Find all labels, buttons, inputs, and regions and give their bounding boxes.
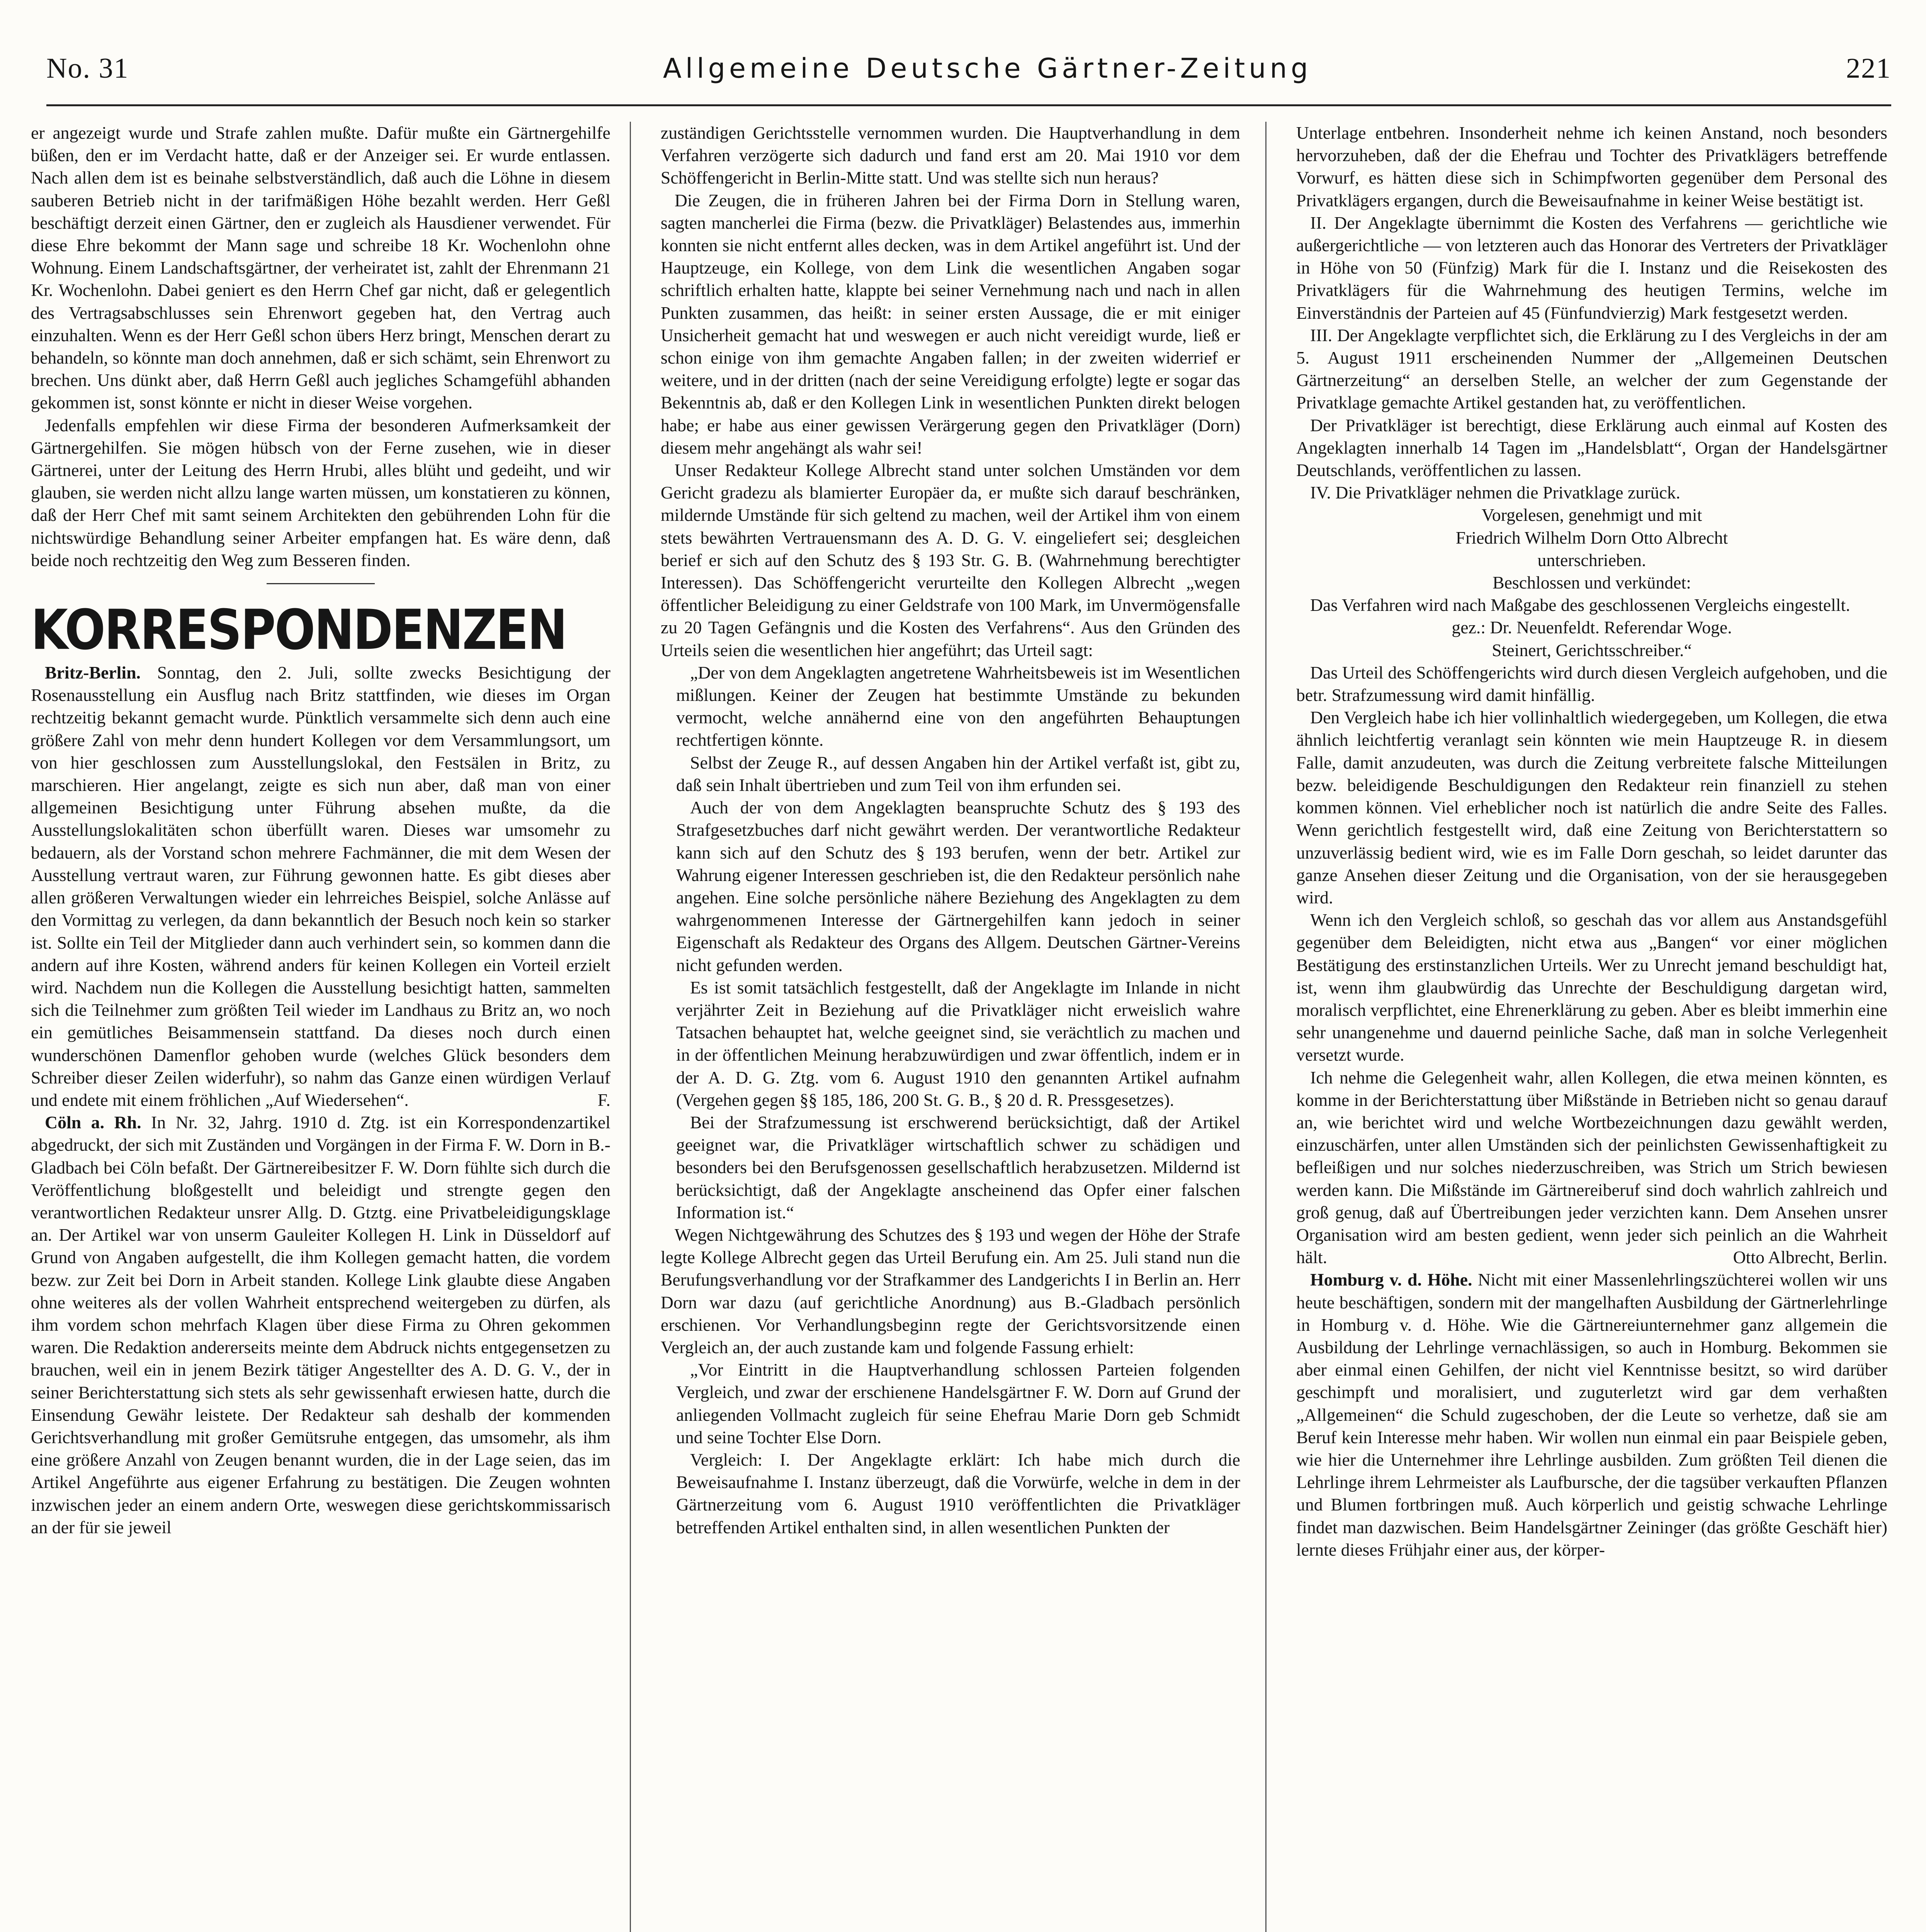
paragraph-text: Ich nehme die Gelegenheit wahr, allen Kollegen, die etwa meinen könnten, es komme in der Berichterstattung über Mißstände in Betrieben nicht so genau darauf an, wie berichtet wird und welche Wortbezeichnungen dazu gewählt werden, einzuschärfen, unter allen Umständen sich der peinlichsten Gewissenhaftigkeit zu befleißigen und nur solches niederzuschreiben, was Strich um Strich bewiesen werden kann. Die Mißstände im Gärtnereiberuf sind doch wahrlich zahlreich und groß genug, daß auf Übertreibungen jeder verzichten kann. Dem Ansehen unsrer Organisation wird am besten gedient, wenn jeder sich peinlich an die Wahrheit hält. [1296,1067,1887,1267]
page-header [46,52,1891,91]
quoted-paragraph: Auch der von dem Angeklagten beanspruchte Schutz des § 193 des Strafgesetzbuches darf nicht gewährt werden. Der verantwortliche Redakteur kann sich auf den Schutz des § 193 berufen, wenn der betr. Artikel zur Wahrung eigener Interessen geschrieben ist, die den Redakteur persönlich nahe angehen. Eine solche persönliche nähere Beziehung des Angeklagten zu dem wahrgenommenen Interesse der Gärtnergehilfen kann jedoch in seiner Eigenschaft als Redakteur des Organs des Allgem. Deutschen Gärtner-Vereins nicht gefunden werden. [676,798,1240,975]
signature-names: Friedrich Wilhelm Dorn Otto Albrecht [1455,527,1728,548]
paragraph: Den Vergleich habe ich hier vollinhaltlich wiedergegeben, um Kollegen, die etwa ähnlich leichtfertig veranlagt sein könnten wie mein Hauptzeuge R. in diesem Falle, damit anzudeuten, was durch die Zeitung verbreitete falsche Mitteilungen bezw. beleidigende Beschuldigungen den Redakteur rein finanziell zu stehen kommen können. Viel erheblicher noch ist natürlich die andre Seite des Falles. Wenn gerichtlich festgestellt wird, daß eine Zeitung von Berichterstattern so unzuverlässig bedient wird, wie es im Falle Dorn geschah, so leidet darunter das ganze Ansehen dieser Zeitung und die Organisation, von der sie herausgegeben wird. [1296,707,1887,907]
paragraph: IV. Die Privatkläger nehmen die Privatklage zurück. [1310,483,1681,503]
paragraph: zuständigen Gerichtsstelle vernommen wurden. Die Hauptverhandlung in dem Verfahren verzögerte sich dadurch und fand erst am 20. Mai 1910 vor dem Schöffengericht in Berlin-Mitte statt. Und was stellte sich nun heraus? [661,123,1240,188]
paragraph: Wegen Nichtgewährung des Schutzes des § 193 und wegen der Höhe der Strafe legte Kollege Albrecht gegen das Urteil Berufung ein. Am 25. Juli stand nun die Berufungsverhandlung vor der Strafkammer des Landgerichts I in Berlin an. Herr Dorn war dazu (auf gerichtliche Anordnung) aus B.-Gladbach persönlich erschienen. Vor Verhandlungsbeginn regte der Gerichtsvorsitzende einen Vergleich an, der auch zustande kam und folgende Fassung erhielt: [661,1225,1240,1357]
paragraph-text: Sonntag, den 2. Juli, sollte zwecks Besichtigung der Rosenausstellung ein Ausflug nach Britz stattfinden, wie dieses im Organ rechtzeitig bekannt gemacht wurde. Pünktlich versammelte sich denn auch eine größere Zahl von mehr denn hundert Kollegen vor dem Versammlungsort, um von hier geschlossen zum Ausstellungslokal, den Festsälen in Britz, zu marschieren. Hier angelangt, zeigte es sich nun aber, daß man von einer allgemeinen Besichtigung unter Führung absehen mußte, da die Ausstellungslokalitäten schon überfüllt waren. Dieses war umsomehr zu bedauern, als der Vorstand schon mehrere Fachmänner, die mit dem Wesen der Ausstellung vertraut waren, zur Führung gewonnen hatte. Es gibt dieses aber allen größeren Verwaltungen wieder ein lehrreiches Beispiel, solche Anlässe auf den Vormittag zu verlegen, da dann bekanntlich der Besuch noch kein so starker ist. Sollte ein Teil der Mitglieder dann auch verhindert sein, so kommen dann die andern auf ihre Kosten, während anders für keinen Kollegen ein Vorteil erzielt wird. Nachdem nun die Kollegen die Ausstellung besichtigt hatten, sammelten sich die Teilnehmer zum größten Teil wieder im Landhaus zu Britz an, wo noch ein gemütliches Beisammensein stattfand. Da dieses noch durch einen wunderschönen Damenflor gehoben wurde (welches Glück besonders dem Schreiber dieser Zeilen widerfuhr), so nahm das Ganze einen würdigen Verlauf und endete mit einem fröhlichen „Auf Wiedersehen“. [31,663,610,1110]
paragraph: II. Der Angeklagte übernimmt die Kosten des Verfahrens — gerichtliche wie außergerichtliche — von letzteren auch das Honorar des Vertreters der Privatkläger in Höhe von 50 (Fünfzig) Mark für die I. Instanz und die Reisekosten des Privatklägers für die Wahrnehmung des heutigen Termins, welche im Einverständnis der Parteien auf 45 (Fünfundvierzig) Mark festgesetzt werden. [1296,213,1887,323]
issue-number: No. 31 [46,53,129,84]
correspondence-coeln [31,1111,610,1539]
quoted-paragraph: Vergleich: I. Der Angeklagte erklärt: Ich habe mich durch die Beweisaufnahme I. Instanz überzeugt, daß die Vorwürfe, welche in dem in der Gärtnerzeitung vom 6. August 1910 veröffentlichten die Privatkläger betreffenden Artikel enthalten sind, in allen wesentlichen Punkten der [676,1449,1240,1537]
place-name: Britz-Berlin. [45,663,141,683]
column-divider [630,122,631,1932]
column-1 [31,122,610,1932]
paragraph: Jedenfalls empfehlen wir diese Firma der besonderen Aufmerksamkeit der Gärtnergehilfen. Sie mögen hübsch von der Ferne zusehen, wie in dieser Gärtnerei, unter der Leitung des Herrn Hrubi, alles blüht und gedeiht, und wir glauben, sie werden nicht allzu lange warten müssen, um konstatieren zu können, daß der Herr Chef mit samt seinem Architekten den gebührenden Lohn für die nichtswürdige Behandlung seiner Arbeiter empfangen hat. Es wäre denn, daß beide noch rechtzeitig den Weg zum Besseren finden. [31,415,610,570]
paragraph: Das Verfahren wird nach Maßgabe des geschlossenen Vergleichs eingestellt. [1310,595,1850,615]
place-name: Cöln a. Rh. [45,1112,141,1133]
place-name: Homburg v. d. Höhe. [1310,1270,1472,1290]
section-heading: KORRESPONDENZEN [31,598,566,662]
quoted-paragraph: „Vor Eintritt in die Hauptverhandlung schlossen Parteien folgenden Vergleich, und zwar der erschienene Handelsgärtner F. W. Dorn auf Grund der anliegenden Vollmacht zugleich für seine Ehefrau Marie Dorn geb Schmidt und seine Tochter Else Dorn. [676,1360,1240,1447]
signature-line: Vorgelesen, genehmigt und mit [1481,505,1702,525]
quoted-paragraph: „Der von dem Angeklagten angetretene Wahrheitsbeweis ist im Wesentlichen mißlungen. Keiner der Zeugen hat bestimmte Umstände zu bekunden vermocht, welche annähernd eine von den angeführten Behauptungen rechtfertigen könnte. [676,662,1240,750]
paragraph: Wenn ich den Vergleich schloß, so geschah das vor allem aus Anstandsgefühl gegenüber dem Beleidigten, nicht etwa aus „Bangen“ vor einer möglichen Bestätigung des erstinstanzlichen Urteils. Wer zu Unrecht jemand beschuldigt hat, ist, wenn ihm glaubwürdig das Unrechte der Beschuldigung dargetan wird, moralisch verpflichtet, eine Ehrenerklärung zu geben. Aber es bleibt immerhin eine sehr unangenehme und dauernd peinliche Sache, daß man in solche Verlegenheit versetzt wurde. [1296,910,1887,1065]
paragraph: er angezeigt wurde und Strafe zahlen mußte. Dafür mußte ein Gärtnergehilfe büßen, den er im Verdacht hatte, daß er der Anzeiger sei. Er wurde entlassen. Nach allen dem ist es beinahe selbstverständlich, daß auch die Löhne in diesem sauberen Betrieb nicht in der tarifmäßigen Höhe bezahlt werden. Herr Geßl beschäftigt derzeit einen Gärtner, den er zugleich als Hausdiener verwendet. Für diese Ehre bekommt der Mann sage und schreibe 18 Kr. Wochenlohn ohne Wohnung. Einem Landschaftsgärtner, der verheiratet ist, zahlt der Ehrenmann 21 Kr. Wochenlohn. Dabei geniert es den Herrn Chef gar nicht, daß er gelegentlich des Vertragsabschlusses sein Ehrenwort gegeben hat, den Vertrag auch einzuhalten. Wenn es der Herr Geßl schon übers Herz bringt, Menschen derart zu behandeln, so könnte man doch annehmen, daß er sich schämt, sein Ehrenwort zu brechen. Uns dünkt aber, daß Herrn Geßl auch jegliches Schamgefühl abhanden gekommen ist, sonst könnte er nicht in dieser Weise vorgehen. [31,123,610,413]
paragraph-text: In Nr. 32, Jahrg. 1910 d. Ztg. ist ein Korrespondenzartikel abgedruckt, der sich mit Zuständen und Vorgängen in der Firma F. W. Dorn in B.-Gladbach bei Cöln befaßt. Der Gärtnereibesitzer F. W. Dorn fühlte sich durch die Veröffentlichung bloßgestellt und beleidigt und strengte gegen den verantwortlichen Redakteur unsrer Allg. D. Gtztg. eine Privatbeleidigungsklage an. Der Artikel war von unserm Gauleiter Kollegen H. Link in Düsseldorf auf Grund von Angaben aufgestellt, die ihm Kollegen gemacht hatten, die vordem bezw. zur Zeit bei Dorn in Arbeit standen. Kollege Link glaubte diese Angaben ohne weiteres als der vollen Wahrheit entsprechend weitergeben zu dürfen, als ihm vordem schon mehrfach Klagen über diese Firma zu Ohren gekommen waren. Die Redaktion andererseits meinte dem Abdruck nichts entgegensetzen zu brauchen, weil ein in jenem Bezirk tätiger Angestellter des A. D. G. V., der in seiner Berichterstattung sich stets als sehr gewissenhaft erwiesen hatte, durch die Einsendung Gewähr leistete. Der Redakteur sah deshalb der kommenden Gerichtsverhandlung mit großer Gemütsruhe entgegen, das umsomehr, als ihm eine größere Anzahl von Zeugen benannt wurden, die in der Lage seien, das im Artikel Angeführte aus eigener Erfahrung zu bestätigen. Die Zeugen wohnten inzwischen jeder an einem andern Orte, weswegen diese gerichtskommissarisch an der für sie jeweil [31,1112,610,1537]
author-initial: F. [597,1090,610,1110]
correspondence-homburg [1296,1269,1887,1561]
paragraph [1296,1066,1887,1269]
paragraph: Der Privatkläger ist berechtigt, diese Erklärung auch einmal auf Kosten des Angeklagten innerhalb 14 Tagen im „Handelsblatt“, Organ der Handelsgärtner Deutschlands, veröffentlichen zu lassen. [1296,415,1887,480]
paragraph: III. Der Angeklagte verpflichtet sich, die Erklärung zu I des Vergleichs in der am 5. August 1911 erscheinenden Nummer der „Allgemeinen Deutschen Gärtnerzeitung“ an derselben Stelle, an welcher der zum Gegenstande der Privatklage gemachte Artikel gestanden hat, zu veröffentlichen. [1296,325,1887,413]
separator-line [267,583,375,584]
signature-line: unterschrieben. [1537,550,1646,570]
signature-line: Beschlossen und verkündet: [1493,573,1691,593]
header-rule [46,104,1891,106]
signature-line: Steinert, Gerichtsschreiber.“ [1492,640,1692,660]
paragraph: Unser Redakteur Kollege Albrecht stand unter solchen Umständen vor dem Gericht gradezu als blamierter Europäer da, er mußte sich darauf beschränken, mildernde Umstände für sich geltend zu machen, weil der Artikel ihm von einem stets bewährten Vertrauensmann des A. D. G. V. eingeliefert sei; desgleichen berief er sich auf den Schutz des § 193 Str. G. B. (Wahrnehmung berechtigter Interessen). Das Schöffengericht verurteilte den Kollegen Albrecht „wegen öffentlicher Beleidigung zu einer Geldstrafe von 100 Mark, im Unvermögensfalle zu 20 Tagen Gefängnis und die Kosten des Verfahrens“. Aus den Gründen des Urteils seien die wesentlichen hier angeführt; das Urteil sagt: [661,460,1240,660]
correspondence-britz [31,662,610,1111]
author-signature: Otto Albrecht, Berlin. [1733,1247,1887,1267]
paragraph-text: Nicht mit einer Massenlehrlingszüchterei wollen wir uns heute beschäftigen, sondern mit der mangelhaften Ausbildung der Gärtnerlehrlinge in Homburg v. d. Höhe. Wie die Gärtnereiunternehmer ganz allgemein die Ausbildung der Lehrlinge vernachlässigen, so auch in Homburg. Bekommen sie aber einmal einen Gehilfen, der nicht viel Kenntnisse besitzt, so wird darüber geschimpft und moralisiert, und zuguterletzt wird gar dem verhaßten „Allgemeinen“ die Schuld zugeschoben, der die Leute so verhetze, daß sie am Beruf kein Interesse mehr haben. Wir wollen nun einmal ein paar Beispiele geben, wie hier die Unternehmer ihre Lehrlinge ausbilden. Zum größten Teil dienen die Lehrlinge ihrem Lehrmeister als Laufbursche, der die tagsüber verkauften Pflanzen und Blumen fortbringen muß. Auch körperlich und geistig schwache Lehrlinge findet man dazwischen. Beim Handelsgärtner Zeininger (das größte Geschäft hier) lernte dieses Frühjahr einer aus, der körper- [1296,1270,1887,1560]
column-divider [1265,122,1266,1932]
column-3 [1296,122,1887,1932]
paragraph: Das Urteil des Schöffengerichts wird durch diesen Vergleich aufgehoben, und die betr. Strafzumessung wird damit hinfällig. [1296,662,1887,705]
quoted-paragraph: Bei der Strafzumessung ist erschwerend berücksichtigt, daß der Artikel geeignet war, die Privatkläger wirtschaftlich schwer zu schädigen und besonders bei den Berufsgenossen gesellschaftlich herabzusetzen. Mildernd ist berücksichtigt, daß der Angeklagte anscheinend das Opfer einer falschen Information ist.“ [676,1112,1240,1222]
page-number: 221 [1846,53,1891,84]
column-2 [661,122,1240,1932]
paragraph: Unterlage entbehren. Insonderheit nehme ich keinen Anstand, noch besonders hervorzuheben, daß der die Ehefrau und Tochter des Privatklägers betreffende Vorwurf, es hätten diese sich in Schimpfworten gegenüber dem Personal des Privatklägers ergangen, durch die Beweisaufnahme in keiner Weise bestätigt ist. [1296,123,1887,210]
newspaper-title: Allgemeine Deutsche Gärtner-Zeitung [663,53,1312,84]
quoted-paragraph: Selbst der Zeuge R., auf dessen Angaben hin der Artikel verfaßt ist, gibt zu, daß sein Inhalt übertrieben und zum Teil von ihm erfunden sei. [676,752,1240,795]
signature-names: gez.: Dr. Neuenfeldt. Referendar Woge. [1452,617,1732,638]
quoted-paragraph: Es ist somit tatsächlich festgestellt, daß der Angeklagte im Inlande in nicht verjährter Zeit in Beziehung auf die Privatkläger nicht erweislich wahre Tatsachen behauptet hat, welche geeignet sind, sie verächtlich zu machen und in der öffentlichen Meinung herabzuwürdigen und zwar öffentlich, indem er in der A. D. G. Ztg. vom 6. August 1910 den genannten Artikel aufnahm (Vergehen gegen §§ 185, 186, 200 St. G. B., § 20 d. R. Pressgesetzes). [676,977,1240,1110]
paragraph: Die Zeugen, die in früheren Jahren bei der Firma Dorn in Stellung waren, sagten mancherlei die Firma (bezw. die Privatkläger) Belastendes aus, immerhin konnten sie nicht entfernt alles decken, was in dem Artikel angeführt ist. Und der Hauptzeuge, ein Kollege, von dem Link die wesentlichen Angaben sogar schriftlich erhalten hatte, klappte bei seiner Vernehmung nach und nach in allen Punkten zusammen, das heißt: in seiner ersten Aussage, die er mit einiger Unsicherheit gemacht hat und weswegen er auch nicht vereidigt wurde, ließ er schon einige von ihm gemachte Angaben fallen; in der zweiten widerrief er weitere, und in der dritten (nach der seine Vereidigung erfolgte) legte er sogar das Bekenntnis ab, daß er den Kollegen Link in wesentlichen Punkten direkt belogen habe; er habe aus einer gewissen Verärgerung gegen den Privatkläger (Dorn) diesem mehr angehängt als wahr sei! [661,190,1240,457]
